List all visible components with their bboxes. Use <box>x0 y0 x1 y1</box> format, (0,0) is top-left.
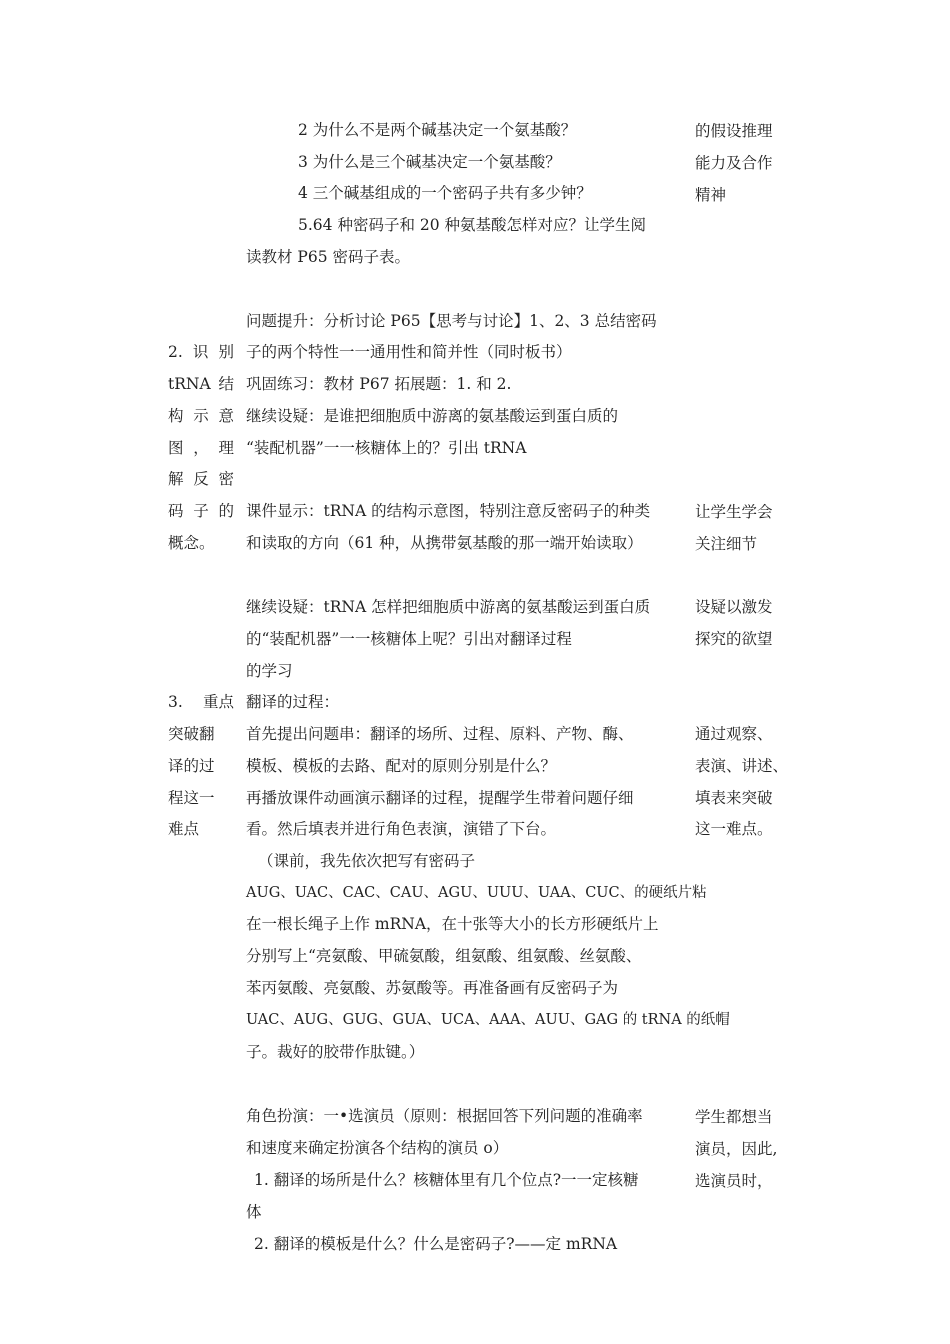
c2-line: AUG、UAC、CAC、CAU、AGU、UUU、UAA、CUC、的硬纸片粘 <box>246 885 707 901</box>
c2-line: 再播放课件动画演示翻译的过程，提醒学生带着问题仔细 <box>246 789 634 807</box>
c3-line: 的假设推理 <box>695 122 773 140</box>
c2-line: 子的两个特性一一通用性和简并性（同时板书） <box>246 343 572 361</box>
c2-line: 2 为什么不是两个碱基决定一个氨基酸？ <box>298 121 577 139</box>
c3-line: 填表来突破 <box>695 789 773 807</box>
c1-line: 概念。 <box>168 534 215 552</box>
c2-line: UAC、AUG、GUG、GUA、UCA、AAA、AUU、GAG 的 tRNA 的纸帽 <box>246 1012 730 1028</box>
c1-line: 突破翻 <box>168 725 215 743</box>
c2-line: 4 三个碱基组成的一个密码子共有多少钟？ <box>298 184 592 202</box>
c2-line: 巩固练习：教材 P67 拓展题：1. 和 2. <box>246 375 512 393</box>
c2-line: 的“装配机器”一一核糖体上呢？引出对翻译过程 <box>246 630 572 648</box>
c3-line: 设疑以激发 <box>695 598 773 616</box>
c1-line: 码 子 的 <box>168 502 234 520</box>
c1-line: 3. 重点 <box>168 693 234 711</box>
c3-line: 探究的欲望 <box>695 630 773 648</box>
c1-line: tRNA 结 <box>168 375 234 393</box>
c2-line: 子。裁好的胶带作肽键。） <box>246 1043 425 1061</box>
c2-line: 问题提升：分析讨论 P65【思考与讨论】1、2、3 总结密码 <box>246 312 657 330</box>
c2-line: （课前，我先依次把写有密码子 <box>258 852 476 870</box>
c3-line: 演员，因此, <box>695 1140 778 1158</box>
c2-line: 读教材 P65 密码子表。 <box>246 248 411 266</box>
c2-line: 苯丙氨酸、亮氨酸、苏氨酸等。再准备画有反密码子为 <box>246 979 619 997</box>
c2-line: 继续设疑：是谁把细胞质中游离的氨基酸运到蛋白质的 <box>246 407 619 425</box>
c3-line: 学生都想当 <box>695 1108 773 1126</box>
c1-line: 程这一 <box>168 789 215 807</box>
c2-line: 在一根长绳子上作 mRNA，在十张等大小的长方形硬纸片上 <box>246 915 659 933</box>
c2-line: “装配机器”一一核糖体上的？引出 tRNA <box>246 439 527 457</box>
c1-line: 图 ， 理 <box>168 439 234 457</box>
c2-line: 首先提出问题串：翻译的场所、过程、原料、产物、酶、 <box>246 725 634 743</box>
c2-line: 5.64 种密码子和 20 种氨基酸怎样对应？让学生阅 <box>298 216 647 234</box>
c3-line: 选演员时， <box>695 1172 773 1190</box>
c3-line: 精神 <box>695 186 727 204</box>
c1-line: 构 示 意 <box>168 407 234 425</box>
c3-line: 让学生学会 <box>695 503 773 521</box>
c3-line: 能力及合作 <box>695 154 773 172</box>
c2-line: 的学习 <box>246 662 293 680</box>
c2-line: 翻译的过程： <box>246 693 340 711</box>
c2-line: 继续设疑：tRNA 怎样把细胞质中游离的氨基酸运到蛋白质 <box>246 598 651 616</box>
c2-line: 2. 翻译的模板是什么？什么是密码子?——定 mRNA <box>254 1235 618 1253</box>
c2-line: 课件显示：tRNA 的结构示意图，特别注意反密码子的种类 <box>246 502 651 520</box>
c2-line: 体 <box>246 1203 262 1221</box>
c2-line: 角色扮演：一•选演员（原则：根据回答下列问题的准确率 <box>246 1107 643 1125</box>
c2-line: 看。然后填表并进行角色表演，演错了下台。 <box>246 820 557 838</box>
c2-line: 模板、模板的去路、配对的原则分别是什么？ <box>246 757 557 775</box>
c2-line: 分别写上“亮氨酸、甲硫氨酸，组氨酸、组氨酸、丝氨酸、 <box>246 947 642 965</box>
c1-line: 难点 <box>168 820 200 838</box>
c3-line: 这一难点。 <box>695 820 773 838</box>
c2-line: 1. 翻译的场所是什么？核糖体里有几个位点?一一定核糖 <box>254 1171 639 1189</box>
c3-line: 通过观察、 <box>695 725 773 743</box>
c1-line: 译的过 <box>168 757 215 775</box>
c3-line: 关注细节 <box>695 535 758 553</box>
c1-line: 2. 识 别 <box>168 343 234 361</box>
c1-line: 解 反 密 <box>168 470 234 488</box>
c3-line: 表演、讲述、 <box>695 757 789 775</box>
c2-line: 3 为什么是三个碱基决定一个氨基酸？ <box>298 153 561 171</box>
c2-line: 和读取的方向（61 种，从携带氨基酸的那一端开始读取） <box>246 534 643 552</box>
c2-line: 和速度来确定扮演各个结构的演员 o） <box>246 1139 509 1157</box>
